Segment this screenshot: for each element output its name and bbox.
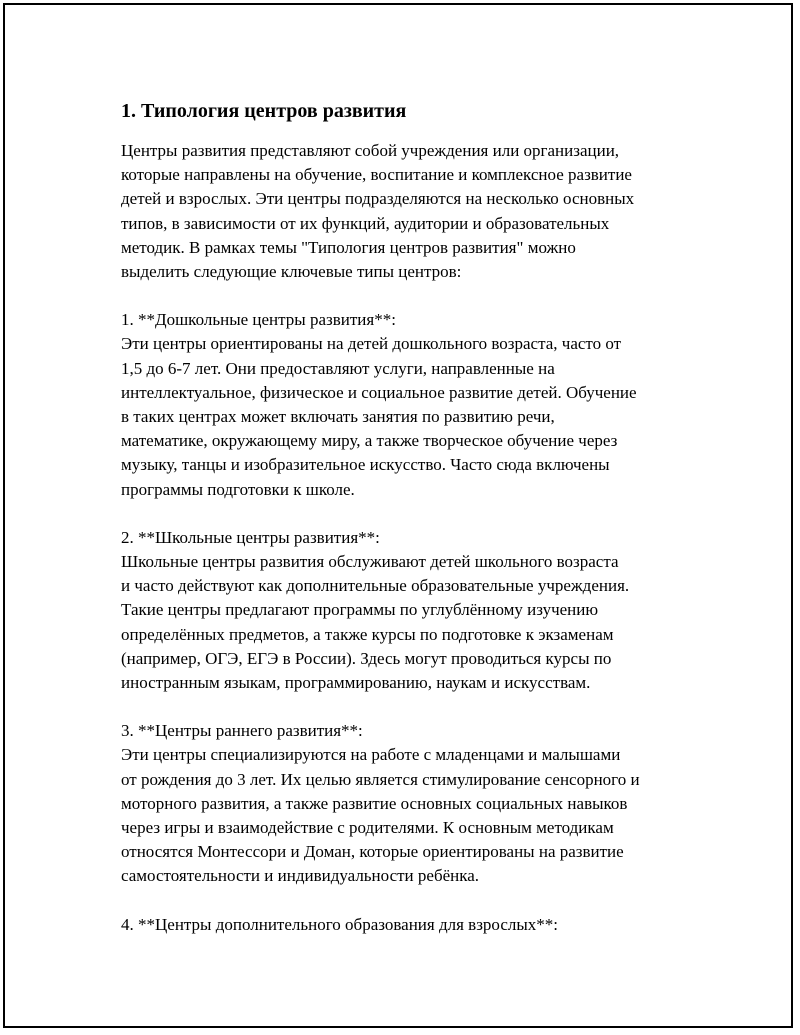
section-1-title: 1. **Дошкольные центры развития**:: [121, 310, 396, 330]
document-content: [121, 97, 691, 937]
section-4-title: 4. **Центры дополнительного образования для взрослых**:: [121, 914, 559, 934]
document-page: [3, 3, 793, 1028]
section-1-body: Эти центры ориентированы на детей дошкольного возраста, часто от 1,5 до 6-7 лет. Они предоставляют услуги, направленные на интеллектуальное, физическое и социальное развитие детей. Обучение в таких центрах может включать занятия по развитию речи, математике, окружающему миру, а также творческое обучение через музыку, танцы и изобразительное искусство. Часто сюда включены программы подготовки к школе.: [121, 334, 637, 499]
paragraph-spacer: [121, 284, 691, 308]
paragraph-spacer: [121, 889, 691, 913]
section-3-body: Эти центры специализируются на работе с младенцами и малышами от рождения до 3 лет. Их целью является стимулирование сенсорного и моторного развития, а также развитие основных социальных навыков через игры и взаимодействие с родителями. К основным методикам относятся Монтессори и Доман, которые ориентированы на развитие самостоятельности и индивидуальности ребёнка.: [121, 745, 640, 886]
paragraph-spacer: [121, 502, 691, 526]
page-title: 1. Типология центров развития: [121, 100, 407, 122]
section-3-title: 3. **Центры раннего развития**:: [121, 721, 363, 741]
section-2-title: 2. **Школьные центры развития**:: [121, 527, 380, 547]
section-2-body: Школьные центры развития обслуживают детей школьного возраста и часто действуют как дополнительные образовательные учреждения. Такие центры предлагают программы по углублённому изучению определённых предметов, а также курсы по подготовке к экзаменам (например, ОГЭ, ЕГЭ в России). Здесь могут проводиться курсы по иностранным языкам, программированию, наукам и искусствам.: [121, 552, 630, 693]
intro-paragraph: Центры развития представляют собой учреждения или организации, которые направлены на обучение, воспитание и комплексное развитие детей и взрослых. Эти центры подразделяются на несколько основных типов, в зависимости от их функций, аудитории и образовательных методик. В рамках темы "Типология центров развития" можно выделить следующие ключевые типы центров:: [121, 141, 635, 282]
paragraph-spacer: [121, 695, 691, 719]
